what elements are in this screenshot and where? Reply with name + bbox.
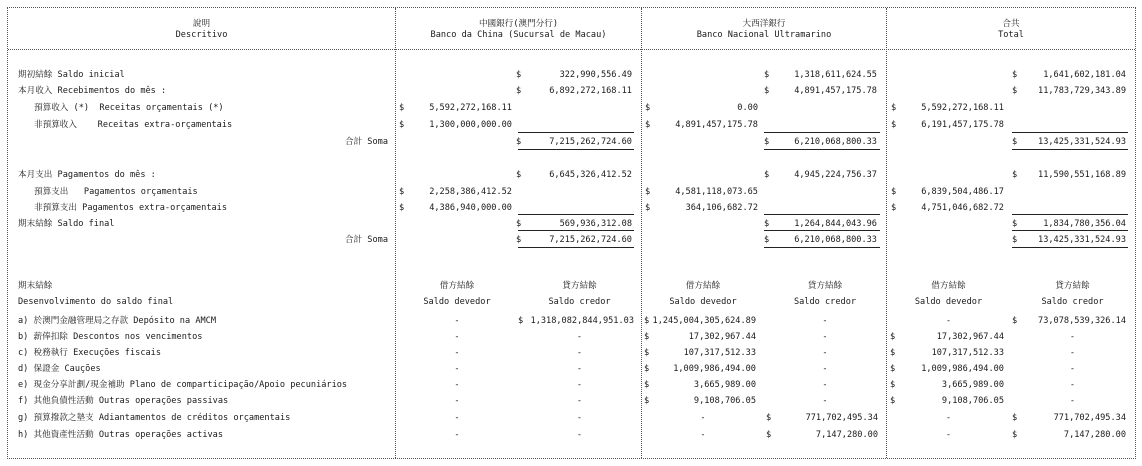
header-total-pt: Total bbox=[998, 30, 1024, 40]
amount-cell: 1,318,611,624.55 bbox=[794, 70, 877, 80]
dash-cell: - bbox=[454, 413, 460, 423]
amount-cell: 4,891,457,175.78 bbox=[794, 86, 877, 96]
currency-symbol: $ bbox=[399, 187, 405, 197]
row-label: 期初結餘 Saldo inicial bbox=[18, 70, 125, 80]
currency-symbol: $ bbox=[766, 430, 772, 440]
currency-symbol: $ bbox=[645, 120, 651, 130]
amount-cell: 4,891,457,175.78 bbox=[675, 120, 758, 130]
row-label: 合計 Soma bbox=[344, 137, 388, 147]
dash-cell: - bbox=[1069, 348, 1076, 358]
dash-cell: - bbox=[454, 430, 460, 440]
dash-cell: - bbox=[454, 396, 460, 406]
total-rule bbox=[518, 149, 634, 150]
currency-symbol: $ bbox=[516, 170, 522, 180]
col-header-devedor-pt: Saldo devedor bbox=[669, 297, 737, 307]
dash-cell: - bbox=[576, 348, 583, 358]
amount-cell: 6,191,457,175.78 bbox=[921, 120, 1004, 130]
row-label: 非預算支出 Pagamentos extra-orçamentais bbox=[34, 203, 228, 213]
currency-symbol: $ bbox=[764, 70, 770, 80]
amount-cell: 4,945,224,756.37 bbox=[794, 170, 877, 180]
dash-cell: - bbox=[454, 332, 460, 342]
amount-cell: 1,641,602,181.04 bbox=[1043, 70, 1126, 80]
amount-cell: 6,210,068,800.33 bbox=[794, 137, 877, 147]
currency-symbol: $ bbox=[1012, 430, 1018, 440]
currency-symbol: $ bbox=[764, 86, 770, 96]
currency-symbol: $ bbox=[1012, 219, 1018, 229]
dash-cell: - bbox=[822, 332, 828, 342]
currency-symbol: $ bbox=[644, 380, 650, 390]
total-rule bbox=[764, 149, 880, 150]
amount-cell: 1,245,004,305,624.89 bbox=[652, 316, 756, 326]
header-bnu-zh: 大西洋銀行 bbox=[742, 19, 786, 29]
balance-item-label: e) 現金分享計劃/現金補助 Plano de comparticipação/Apoio pecuniários bbox=[18, 380, 348, 390]
currency-symbol: $ bbox=[764, 137, 770, 147]
dash-cell: - bbox=[822, 364, 828, 374]
col-header-devedor-zh: 借方結餘 bbox=[931, 281, 966, 291]
dash-cell: - bbox=[945, 316, 952, 326]
dash-cell: - bbox=[1069, 380, 1076, 390]
amount-cell: 13,425,331,524.93 bbox=[1038, 235, 1126, 245]
col-header-credor-pt: Saldo credor bbox=[548, 297, 611, 307]
dash-cell: - bbox=[576, 413, 583, 423]
amount-cell: 6,892,272,168.11 bbox=[549, 86, 632, 96]
currency-symbol: $ bbox=[764, 170, 770, 180]
currency-symbol: $ bbox=[890, 364, 896, 374]
header-desc-zh: 說明 bbox=[192, 19, 211, 29]
dash-cell: - bbox=[576, 396, 583, 406]
header-total-zh: 合共 bbox=[1002, 19, 1020, 29]
amount-cell: 107,317,512.33 bbox=[683, 348, 756, 358]
amount-cell: 6,645,326,412.52 bbox=[549, 170, 632, 180]
currency-symbol: $ bbox=[1012, 70, 1018, 80]
total-rule bbox=[518, 247, 634, 248]
amount-cell: 6,210,068,800.33 bbox=[794, 235, 877, 245]
amount-cell: 322,990,556.49 bbox=[559, 70, 632, 80]
amount-cell: 3,665,989.00 bbox=[941, 380, 1004, 390]
amount-cell: 7,215,262,724.60 bbox=[549, 235, 632, 245]
currency-symbol: $ bbox=[890, 396, 896, 406]
header-boc-pt: Banco da China (Sucursal de Macau) bbox=[430, 30, 607, 40]
amount-cell: 0.00 bbox=[737, 103, 758, 113]
amount-cell: 7,147,280.00 bbox=[815, 430, 878, 440]
col-header-credor-pt: Saldo credor bbox=[793, 297, 857, 307]
dash-cell: - bbox=[945, 430, 952, 440]
currency-symbol: $ bbox=[1012, 137, 1018, 147]
dash-cell: - bbox=[576, 430, 583, 440]
currency-symbol: $ bbox=[645, 203, 651, 213]
dash-cell: - bbox=[576, 364, 583, 374]
amount-cell: 73,078,539,326.14 bbox=[1038, 316, 1126, 326]
currency-symbol: $ bbox=[644, 396, 650, 406]
dash-cell: - bbox=[945, 413, 952, 423]
amount-cell: 3,665,989.00 bbox=[693, 380, 756, 390]
section-title-zh: 期末結餘 bbox=[18, 281, 53, 291]
dash-cell: - bbox=[454, 364, 460, 374]
amount-cell: 7,215,262,724.60 bbox=[549, 137, 632, 147]
dash-cell: - bbox=[822, 396, 828, 406]
row-label: 本月支出 Pagamentos do mês : bbox=[18, 170, 156, 180]
dash-cell: - bbox=[1069, 364, 1076, 374]
balance-item-label: c) 稅務執行 Execuções fiscais bbox=[18, 348, 162, 358]
balance-item-label: a) 於澳門金融管理局之存款 Depósito na AMCM bbox=[18, 316, 217, 326]
dash-cell: - bbox=[822, 348, 828, 358]
row-label: 合計 Soma bbox=[344, 235, 388, 245]
dash-cell: - bbox=[700, 430, 706, 440]
col-header-devedor-zh: 借方結餘 bbox=[439, 281, 475, 291]
col-header-credor-zh: 貸方結餘 bbox=[807, 281, 843, 291]
row-label: 本月收入 Recebimentos do mês : bbox=[18, 86, 167, 96]
amount-cell: 1,318,082,844,951.03 bbox=[530, 316, 634, 326]
column-divider bbox=[886, 8, 887, 458]
amount-cell: 9,108,706.05 bbox=[693, 396, 756, 406]
header-divider bbox=[8, 49, 1135, 50]
amount-cell: 11,590,551,168.89 bbox=[1038, 170, 1126, 180]
section-title-pt: Desenvolvimento do saldo final bbox=[18, 297, 174, 307]
dash-cell: - bbox=[454, 380, 460, 390]
subtotal-rule bbox=[1012, 230, 1128, 231]
amount-cell: 5,592,272,168.11 bbox=[921, 103, 1004, 113]
currency-symbol: $ bbox=[890, 348, 896, 358]
col-header-credor-zh: 貸方結餘 bbox=[1055, 281, 1090, 291]
subtotal-rule bbox=[518, 132, 634, 133]
header-bnu-pt: Banco Nacional Ultramarino bbox=[696, 30, 832, 40]
currency-symbol: $ bbox=[890, 380, 896, 390]
total-rule bbox=[764, 247, 880, 248]
col-header-devedor-zh: 借方結餘 bbox=[685, 281, 721, 291]
currency-symbol: $ bbox=[891, 103, 897, 113]
currency-symbol: $ bbox=[1012, 316, 1018, 326]
currency-symbol: $ bbox=[891, 203, 897, 213]
dash-cell: - bbox=[822, 380, 828, 390]
currency-symbol: $ bbox=[644, 332, 650, 342]
dash-cell: - bbox=[454, 316, 460, 326]
balance-item-label: d) 保證金 Cauções bbox=[18, 364, 101, 374]
currency-symbol: $ bbox=[516, 137, 522, 147]
currency-symbol: $ bbox=[1012, 413, 1018, 423]
row-label: 期末結餘 Saldo final bbox=[18, 219, 115, 229]
dash-cell: - bbox=[1069, 332, 1076, 342]
balance-item-label: g) 預算撥款之墊支 Adiantamentos de créditos orçamentais bbox=[18, 413, 291, 423]
currency-symbol: $ bbox=[645, 187, 651, 197]
header-desc-pt: Descritivo bbox=[175, 30, 228, 40]
currency-symbol: $ bbox=[644, 316, 650, 326]
dash-cell: - bbox=[576, 332, 583, 342]
amount-cell: 1,009,986,494.00 bbox=[921, 364, 1004, 374]
amount-cell: 17,302,967.44 bbox=[936, 332, 1004, 342]
amount-cell: 2,258,386,412.52 bbox=[429, 187, 512, 197]
dash-cell: - bbox=[454, 348, 460, 358]
currency-symbol: $ bbox=[399, 203, 405, 213]
amount-cell: 1,834,780,356.04 bbox=[1043, 219, 1126, 229]
amount-cell: 5,592,272,168.11 bbox=[429, 103, 512, 113]
col-header-devedor-pt: Saldo devedor bbox=[914, 297, 983, 307]
balance-item-label: b) 薪俸扣除 Descontos nos vencimentos bbox=[18, 332, 203, 342]
subtotal-rule bbox=[518, 214, 634, 215]
currency-symbol: $ bbox=[764, 219, 770, 229]
amount-cell: 1,300,000,000.00 bbox=[429, 120, 512, 130]
total-rule bbox=[1012, 149, 1128, 150]
subtotal-rule bbox=[764, 214, 880, 215]
currency-symbol: $ bbox=[516, 235, 522, 245]
balance-item-label: h) 其他資產性活動 Outras operações activas bbox=[18, 430, 224, 440]
amount-cell: 569,936,312.08 bbox=[559, 219, 632, 229]
currency-symbol: $ bbox=[516, 70, 522, 80]
currency-symbol: $ bbox=[1012, 170, 1018, 180]
dash-cell: - bbox=[576, 380, 583, 390]
subtotal-rule bbox=[1012, 132, 1128, 133]
col-header-devedor-pt: Saldo devedor bbox=[423, 297, 491, 307]
currency-symbol: $ bbox=[644, 348, 650, 358]
subtotal-rule bbox=[518, 230, 634, 231]
currency-symbol: $ bbox=[890, 332, 896, 342]
amount-cell: 6,839,504,486.17 bbox=[921, 187, 1004, 197]
amount-cell: 4,386,940,000.00 bbox=[429, 203, 512, 213]
currency-symbol: $ bbox=[891, 120, 897, 130]
col-header-credor-pt: Saldo credor bbox=[1041, 297, 1104, 307]
dash-cell: - bbox=[1069, 396, 1076, 406]
currency-symbol: $ bbox=[764, 235, 770, 245]
balance-item-label: f) 其他負債性活動 Outras operações passivas bbox=[18, 396, 229, 406]
currency-symbol: $ bbox=[891, 187, 897, 197]
amount-cell: 1,264,844,043.96 bbox=[794, 219, 877, 229]
amount-cell: 7,147,280.00 bbox=[1063, 430, 1126, 440]
column-divider bbox=[641, 8, 642, 458]
amount-cell: 771,702,495.34 bbox=[805, 413, 878, 423]
currency-symbol: $ bbox=[516, 219, 522, 229]
amount-cell: 11,783,729,343.89 bbox=[1038, 86, 1126, 96]
amount-cell: 17,302,967.44 bbox=[688, 332, 756, 342]
currency-symbol: $ bbox=[766, 413, 772, 423]
currency-symbol: $ bbox=[399, 120, 405, 130]
currency-symbol: $ bbox=[1012, 86, 1018, 96]
amount-cell: 107,317,512.33 bbox=[931, 348, 1004, 358]
total-rule bbox=[1012, 247, 1128, 248]
currency-symbol: $ bbox=[399, 103, 405, 113]
dash-cell: - bbox=[700, 413, 706, 423]
currency-symbol: $ bbox=[516, 86, 522, 96]
amount-cell: 4,581,118,073.65 bbox=[675, 187, 758, 197]
subtotal-rule bbox=[764, 230, 880, 231]
amount-cell: 771,702,495.34 bbox=[1053, 413, 1126, 423]
amount-cell: 4,751,046,682.72 bbox=[921, 203, 1004, 213]
currency-symbol: $ bbox=[1012, 235, 1018, 245]
currency-symbol: $ bbox=[645, 103, 651, 113]
row-label: 預算收入 (*) Receitas orçamentais (*) bbox=[34, 103, 224, 113]
amount-cell: 9,108,706.05 bbox=[941, 396, 1004, 406]
currency-symbol: $ bbox=[644, 364, 650, 374]
row-label: 非預算收入 Receitas extra-orçamentais bbox=[34, 120, 233, 130]
col-header-credor-zh: 貸方結餘 bbox=[562, 281, 597, 291]
row-label: 預算支出 Pagamentos orçamentais bbox=[34, 187, 198, 197]
subtotal-rule bbox=[1012, 214, 1128, 215]
currency-symbol: $ bbox=[518, 316, 524, 326]
amount-cell: 13,425,331,524.93 bbox=[1038, 137, 1126, 147]
dash-cell: - bbox=[822, 316, 828, 326]
header-boc-zh: 中國銀行(澳門分行) bbox=[478, 19, 559, 29]
amount-cell: 1,009,986,494.00 bbox=[673, 364, 756, 374]
amount-cell: 364,106,682.72 bbox=[685, 203, 758, 213]
subtotal-rule bbox=[764, 132, 880, 133]
